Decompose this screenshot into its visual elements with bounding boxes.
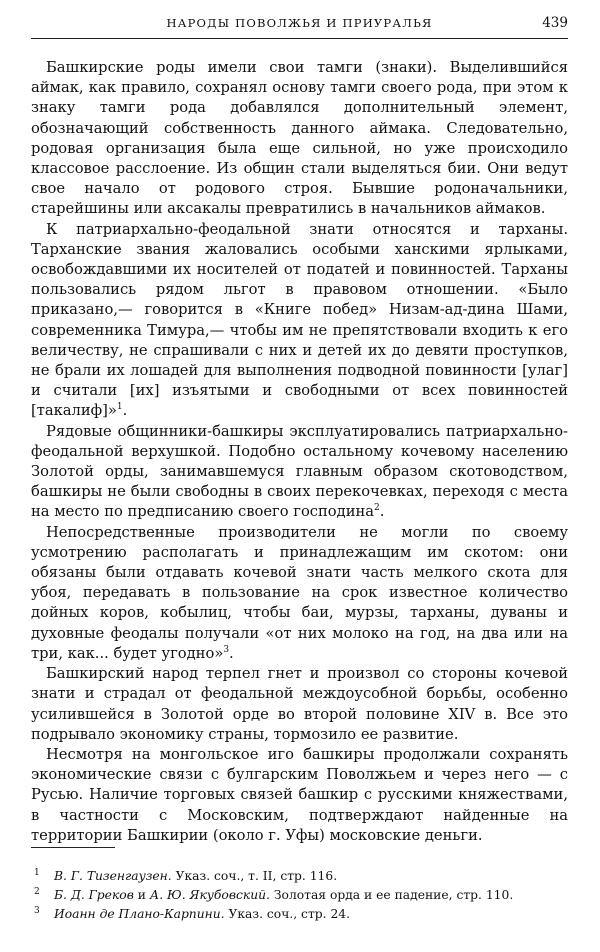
main-text	[31, 58, 568, 846]
sentence-end: .	[379, 503, 385, 521]
paragraph-trade-links	[31, 745, 568, 846]
footnote-author: Иоанн де Плано-Карпини.	[54, 906, 225, 921]
paragraph-text: К патриархально-феодальной знати относятся и тарханы. Тарханские звания жаловались особыми ханскими ярлыками, освобождавшими их носителей от податей и повинностей. Тарханы пользовались рядом льгот в правовом отношении. «Было приказано,— говорится в «Книге побед» Низам-ад-дина Шами, современника Тимура,— чтобы им не препятствовали входить к его величеству, не спрашивали с них и детей их до девяти проступков, не брали их лошадей для выполнения подводной повинности [улаг] и считали [их] изъятыми и свободными от всех повинностей [такалиф]»	[31, 220, 568, 420]
footnote-author-2: А. Ю. Якубовский.	[149, 887, 270, 902]
paragraph-producers	[31, 523, 568, 664]
paragraph-tarkhans	[31, 220, 568, 422]
footnotes	[31, 867, 568, 923]
footnote-author: Б. Д. Греков	[54, 887, 134, 902]
footnote-divider	[31, 847, 115, 848]
paragraph-commoners	[31, 422, 568, 523]
paragraph-bashkir-clans	[31, 58, 568, 220]
paragraph-text: Непосредственные производители не могли по своему усмотрению располагать и принадлежащим им скотом: они обязаны были отдавать кочевой знати часть мелкого скота для убоя, передавать в пользование на срок известное количество дойных коров, кобылиц, чтобы баи, мурзы, тарханы, дуваны и духовные феодалы получали «от них молоко на год, на два или на три, как... будет угодно»	[31, 523, 568, 662]
footnote-text: Золотая орда и ее падение, стр. 110.	[269, 887, 514, 902]
footnote-ref-1: 1	[116, 402, 123, 413]
footnote-conjunction: и	[133, 887, 150, 902]
paragraph-text: Несмотря на монгольское иго башкиры продолжали сохранять экономические связи с булгарским Поволжьем и через него — с Русью. Наличие торговых связей башкир с русскими княжествами, в частности с Московским, подтверждают найденные на территории Башкирии (около г. Уфы) московские деньги.	[31, 745, 568, 844]
footnote-1: $^1$ В. Г. Тизенгаузен. Указ. соч., т. II, стр. 116.	[34, 867, 338, 883]
paragraph-oppression	[31, 664, 568, 745]
sentence-end: .	[229, 644, 234, 662]
footnote-text: Указ. соч., т. II, стр. 116.	[171, 869, 338, 883]
paragraph-text: Башкирский народ терпел гнет и произвол со стороны кочевой знати и страдал от феодальной междоусобной борьбы, особенно усилившейся в Золотой орде во второй половине XIV в. Все это подрывало экономику страны, тормозило ее развитие.	[31, 665, 568, 743]
paragraph-text: Рядовые общинники-башкиры эксплуатировались патриархально-феодальной верхушкой. Подобно остальному кочевому населению Золотой орды, занимавшемуся главным образом скотоводством, башкиры не были свободны в своих перекочевках, переходя с места на место по предписанию своего господина	[31, 422, 568, 521]
running-header	[31, 12, 568, 39]
paragraph-text: Башкирские роды имели свои тамги (знаки). Выделившийся аймак, как правило, сохранял основу тамги своего рода, при этом к знаку тамги рода добавлялся дополнительный элемент, обозначающий собственность данного аймака. Следовательно, родовая организация была еще сильной, но уже происходило классовое расслоение. Из общин стали выделяться бии. Они ведут свое начало от родового строя. Бывшие родоначальники, старейшины или аксакалы превратились в начальников аймаков.	[31, 59, 568, 218]
footnote-2: $^2$ Б. Д. Греков и А. Ю. Якубовский. Золотая орда и ее падение, стр. 110.	[34, 886, 514, 902]
footnote-author: В. Г. Тизенгаузен.	[54, 869, 172, 883]
footnote-ref-3: 3	[223, 645, 230, 655]
footnote-text: Указ. соч., стр. 24.	[224, 906, 350, 921]
footnote-3: $^3$ Иоанн де Плано-Карпини. Указ. соч., стр. 24.	[34, 905, 350, 921]
page-number: 439	[542, 15, 568, 31]
footnote-ref-2: 2	[374, 503, 380, 514]
sentence-end: .	[122, 402, 128, 420]
running-title: НАРОДЫ ПОВОЛЖЬЯ И ПРИУРАЛЬЯ	[166, 16, 433, 30]
